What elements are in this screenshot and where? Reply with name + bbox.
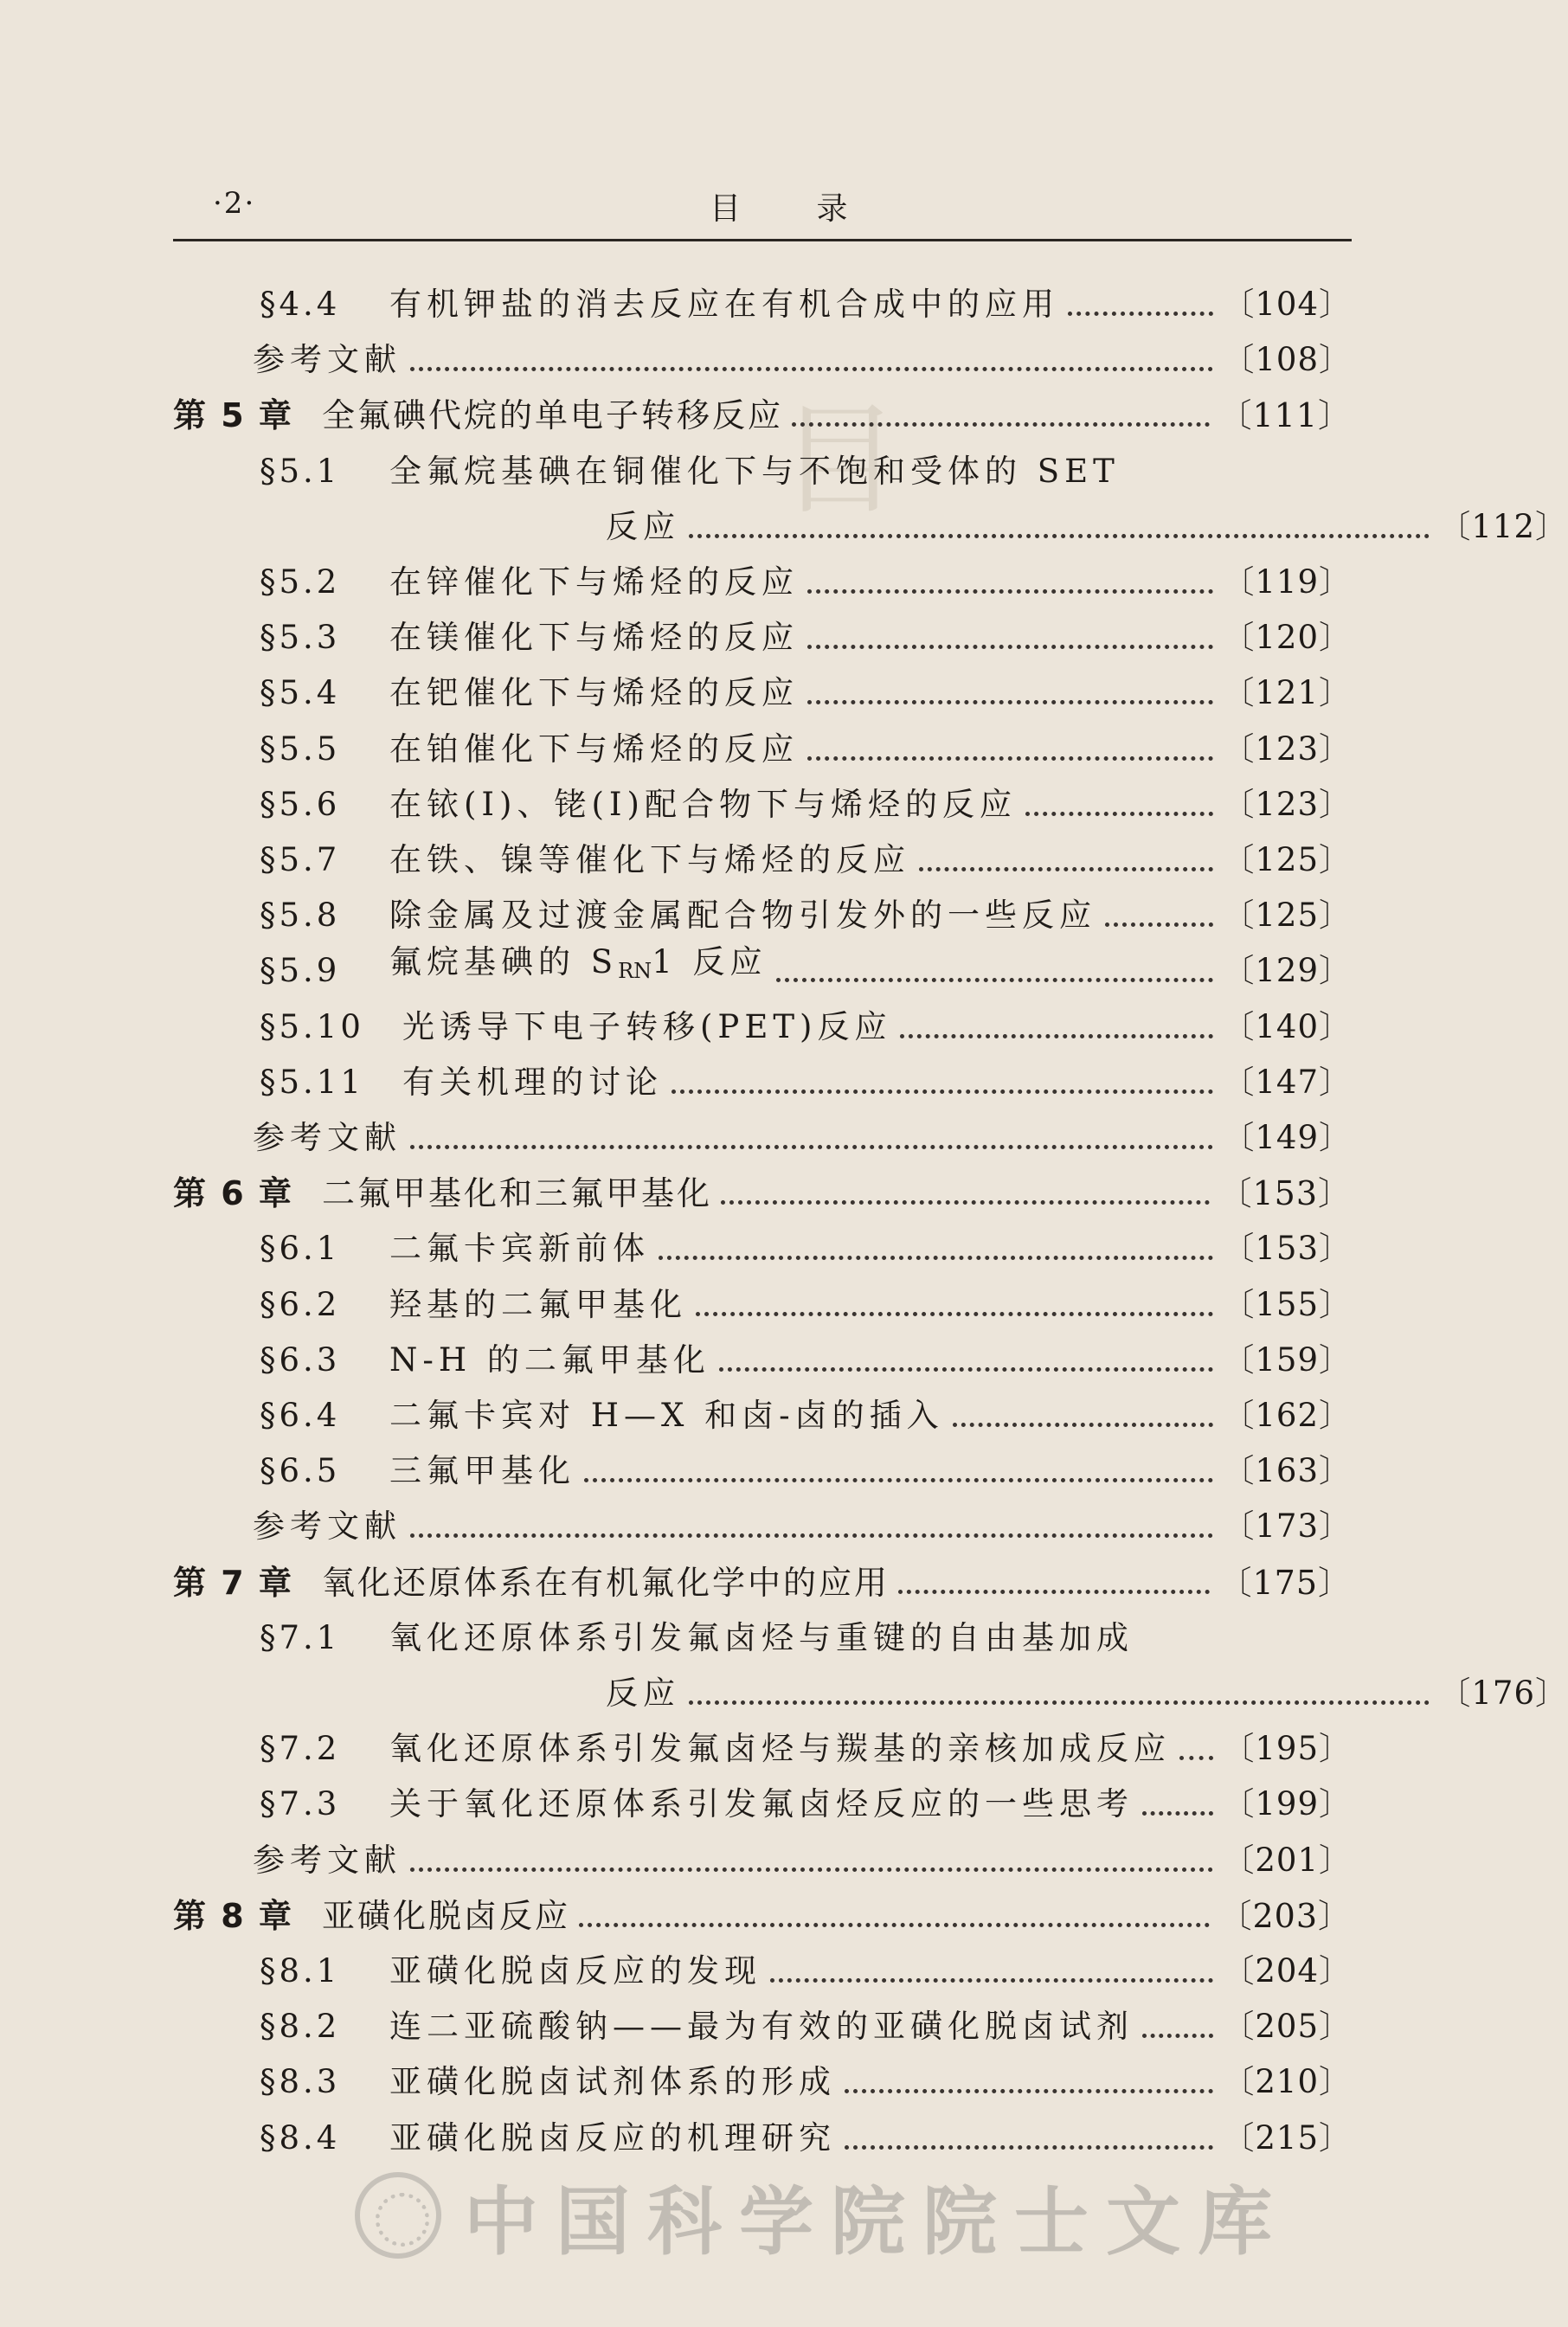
page-reference: 〔175〕 <box>1218 1564 1352 1602</box>
entry-title-part: 氟烷基碘的 S <box>389 943 619 980</box>
section-number: §8.4 <box>260 2119 341 2157</box>
toc-chapter-row[interactable] <box>173 1547 1352 1604</box>
dot-leader <box>845 2088 1213 2093</box>
entry-title: 有机钾盐的消去反应在有机合成中的应用 <box>389 286 1059 323</box>
page-reference: 〔147〕 <box>1222 1064 1352 1101</box>
dot-leader <box>410 1533 1213 1538</box>
toc-section-row[interactable] <box>173 1936 1352 1993</box>
dot-leader <box>807 588 1213 594</box>
dot-leader <box>696 1311 1213 1316</box>
page-reference: 〔149〕 <box>1222 1119 1352 1156</box>
toc-section-row[interactable] <box>173 1325 1352 1382</box>
section-number: §5.10 <box>260 1008 364 1045</box>
dot-leader <box>845 2144 1213 2150</box>
entry-title: 亚磺化脱卤反应的机理研究 <box>389 2119 836 2157</box>
section-number: §5.2 <box>260 563 341 601</box>
references-label: 参考文献 <box>253 341 402 378</box>
section-number: §5.4 <box>260 674 341 711</box>
entry-title: 全氟碘代烷的单电子转移反应 <box>322 396 784 434</box>
dot-leader <box>659 1255 1213 1260</box>
seal-icon <box>355 2172 441 2259</box>
dot-leader <box>410 366 1213 371</box>
toc-references-row[interactable] <box>173 325 1352 382</box>
page-reference: 〔199〕 <box>1222 1785 1352 1822</box>
dot-leader <box>1105 922 1213 927</box>
entry-title: 氧化还原体系在有机氟化学中的应用 <box>322 1564 890 1602</box>
section-number: §5.11 <box>260 1064 364 1101</box>
toc-chapter-row[interactable] <box>173 380 1352 437</box>
toc-section-row[interactable] <box>173 2047 1352 2104</box>
entry-title-continuation: 反应 <box>606 1675 680 1712</box>
section-number: §5.6 <box>260 786 341 823</box>
entry-title: 羟基的二氟甲基化 <box>389 1286 687 1323</box>
dot-leader <box>410 1144 1213 1149</box>
page-reference: 〔129〕 <box>1222 952 1352 989</box>
page-reference: 〔125〕 <box>1222 897 1352 934</box>
chapter-number: 第 8 章 <box>173 1897 293 1935</box>
toc-section-row[interactable] <box>173 880 1352 937</box>
section-number: §6.5 <box>260 1452 341 1489</box>
entry-title: 在铂催化下与烯烃的反应 <box>389 730 799 768</box>
page-reference: 〔125〕 <box>1222 841 1352 878</box>
toc-section-row[interactable] <box>173 1436 1352 1493</box>
entry-title: 除金属及过渡金属配合物引发外的一些反应 <box>389 897 1096 934</box>
toc-section-row[interactable] <box>173 1270 1352 1327</box>
page-reference: 〔201〕 <box>1222 1842 1352 1879</box>
entry-title: 氧化还原体系引发氟卤烃与重键的自由基加成 <box>389 1619 1134 1656</box>
dot-leader <box>807 699 1213 704</box>
entry-title: 在铁、镍等催化下与烯烃的反应 <box>389 841 910 878</box>
dot-leader <box>792 421 1210 427</box>
section-number: §5.1 <box>260 453 341 490</box>
entry-title: 二氟卡宾新前体 <box>389 1230 650 1267</box>
toc-chapter-row[interactable] <box>173 1880 1352 1938</box>
entry-title: 三氟甲基化 <box>389 1452 575 1489</box>
page-reference: 〔111〕 <box>1218 396 1352 434</box>
page-reference: 〔119〕 <box>1222 563 1352 601</box>
toc-section-row[interactable] <box>173 1991 1352 2048</box>
toc-chapter-row[interactable] <box>173 1158 1352 1215</box>
entry-title: N-H 的二氟甲基化 <box>389 1341 710 1379</box>
section-number: §4.4 <box>260 286 341 323</box>
entry-title-continuation: 反应 <box>606 508 680 545</box>
bleed-through-mark: 目 <box>779 390 901 531</box>
toc-references-row[interactable] <box>173 1491 1352 1548</box>
section-number: §6.3 <box>260 1341 341 1379</box>
page-reference: 〔123〕 <box>1222 730 1352 768</box>
dot-leader <box>807 755 1213 761</box>
dot-leader <box>919 866 1213 871</box>
page-header <box>173 177 1352 229</box>
dot-leader <box>776 977 1214 982</box>
entry-title: 光诱导下电子转移(PET)反应 <box>402 1008 892 1045</box>
toc-section-row[interactable] <box>173 547 1352 604</box>
page-reference: 〔123〕 <box>1222 786 1352 823</box>
page-reference: 〔215〕 <box>1222 2119 1352 2157</box>
dot-leader <box>807 644 1213 649</box>
entry-title: 亚磺化脱卤反应的发现 <box>389 1952 762 1990</box>
chapter-number: 第 6 章 <box>173 1174 293 1212</box>
section-number: §5.7 <box>260 841 341 878</box>
page-reference: 〔173〕 <box>1222 1507 1352 1545</box>
dot-leader <box>672 1089 1213 1094</box>
page-reference: 〔162〕 <box>1222 1397 1352 1434</box>
dot-leader <box>410 1867 1213 1872</box>
entry-title: 全氟烷基碘在铜催化下与不饱和受体的 SET <box>389 453 1120 490</box>
toc-section-row[interactable] <box>173 992 1352 1049</box>
page-reference: 〔163〕 <box>1222 1452 1352 1489</box>
section-number: §5.8 <box>260 897 341 934</box>
entry-title <box>389 941 768 993</box>
section-number: §6.2 <box>260 1286 341 1323</box>
toc-section-row[interactable] <box>173 1047 1352 1104</box>
page-reference: 〔153〕 <box>1218 1174 1352 1212</box>
section-number: §8.3 <box>260 2063 341 2100</box>
section-number: §7.2 <box>260 1730 341 1767</box>
entry-title: 有关机理的讨论 <box>402 1064 663 1101</box>
page-reference: 〔204〕 <box>1222 1952 1352 1990</box>
toc-references-row[interactable] <box>173 1102 1352 1160</box>
toc-section-row[interactable] <box>173 1769 1352 1826</box>
entry-title-part: 1 反应 <box>652 943 768 980</box>
toc-section-row[interactable] <box>173 658 1352 715</box>
chapter-number: 第 5 章 <box>173 396 293 434</box>
dot-leader <box>579 1922 1210 1927</box>
entry-title: 二氟甲基化和三氟甲基化 <box>322 1174 713 1212</box>
page-reference: 〔195〕 <box>1222 1730 1352 1767</box>
page-reference: 〔120〕 <box>1222 619 1352 656</box>
entry-title: 关于氧化还原体系引发氟卤烃反应的一些思考 <box>389 1785 1134 1822</box>
toc-section-row[interactable] <box>173 602 1352 659</box>
page-number: ·2· <box>213 186 256 221</box>
page-reference: 〔108〕 <box>1222 341 1352 378</box>
section-number: §5.3 <box>260 619 341 656</box>
entry-title: 连二亚硫酸钠——最为有效的亚磺化脱卤试剂 <box>389 2008 1134 2045</box>
page-reference: 〔140〕 <box>1222 1008 1352 1045</box>
running-title: 目 录 <box>710 191 881 227</box>
dot-leader <box>689 533 1430 538</box>
dot-leader <box>1142 1810 1213 1816</box>
toc-section-row[interactable] <box>173 1213 1352 1270</box>
section-number: §7.1 <box>260 1619 341 1656</box>
entry-title: 亚磺化脱卤试剂体系的形成 <box>389 2063 836 2100</box>
toc-references-row[interactable] <box>173 1825 1352 1882</box>
dot-leader <box>1142 2033 1213 2038</box>
section-number: §5.9 <box>260 952 341 989</box>
dot-leader <box>770 1977 1213 1983</box>
page-reference: 〔205〕 <box>1222 2008 1352 2045</box>
page-reference: 〔210〕 <box>1222 2063 1352 2100</box>
dot-leader <box>719 1366 1213 1372</box>
dot-leader <box>584 1477 1213 1482</box>
toc-section-row[interactable] <box>173 436 1352 493</box>
entry-title: 在锌催化下与烯烃的反应 <box>389 563 799 601</box>
section-number: §6.1 <box>260 1230 341 1267</box>
entry-title: 亚磺化脱卤反应 <box>322 1897 571 1935</box>
page-reference: 〔112〕 <box>1438 508 1568 545</box>
toc-section-row[interactable] <box>173 269 1352 326</box>
section-number: §8.1 <box>260 1952 341 1990</box>
section-number: §5.5 <box>260 730 341 768</box>
watermark <box>355 2168 1359 2266</box>
toc-section-row[interactable] <box>389 492 1568 549</box>
dot-leader <box>900 1033 1213 1038</box>
toc-section-row[interactable] <box>173 1603 1352 1660</box>
dot-leader <box>689 1700 1430 1705</box>
toc-section-row[interactable] <box>173 714 1352 771</box>
toc-section-row[interactable] <box>173 1380 1352 1437</box>
dot-leader <box>1068 311 1213 316</box>
toc-section-row[interactable] <box>173 935 1352 993</box>
page-reference: 〔121〕 <box>1222 674 1352 711</box>
dot-leader <box>898 1589 1210 1594</box>
dot-leader <box>1179 1755 1213 1760</box>
references-label: 参考文献 <box>253 1507 402 1545</box>
watermark-text: 中国科学院院士文库 <box>464 2178 1289 2266</box>
entry-title: 二氟卡宾对 H—X 和卤-卤的插入 <box>389 1397 944 1434</box>
page-reference: 〔155〕 <box>1222 1286 1352 1323</box>
section-number: §6.4 <box>260 1397 341 1434</box>
references-label: 参考文献 <box>253 1119 402 1156</box>
toc-section-row[interactable] <box>173 769 1352 826</box>
header-rule <box>173 239 1352 241</box>
toc-section-row[interactable] <box>389 1658 1568 1715</box>
chapter-number: 第 7 章 <box>173 1564 293 1602</box>
page-reference: 〔153〕 <box>1222 1230 1352 1267</box>
toc-section-row[interactable] <box>173 2103 1352 2160</box>
page-reference: 〔203〕 <box>1218 1897 1352 1935</box>
dot-leader <box>1025 811 1213 816</box>
references-label: 参考文献 <box>253 1842 402 1879</box>
section-number: §8.2 <box>260 2008 341 2045</box>
dot-leader <box>721 1199 1210 1205</box>
toc-section-row[interactable] <box>173 1713 1352 1771</box>
section-number: §7.3 <box>260 1785 341 1822</box>
dot-leader <box>953 1422 1214 1427</box>
page-reference: 〔104〕 <box>1222 286 1352 323</box>
toc-section-row[interactable] <box>173 825 1352 882</box>
page-reference: 〔176〕 <box>1438 1675 1568 1712</box>
entry-title: 在镁催化下与烯烃的反应 <box>389 619 799 656</box>
entry-title-subscript: RN <box>618 959 652 983</box>
entry-title: 在钯催化下与烯烃的反应 <box>389 674 799 711</box>
page-reference: 〔159〕 <box>1222 1341 1352 1379</box>
entry-title: 氧化还原体系引发氟卤烃与羰基的亲核加成反应 <box>389 1730 1171 1767</box>
entry-title: 在铱(I)、铑(I)配合物下与烯烃的反应 <box>389 786 1017 823</box>
